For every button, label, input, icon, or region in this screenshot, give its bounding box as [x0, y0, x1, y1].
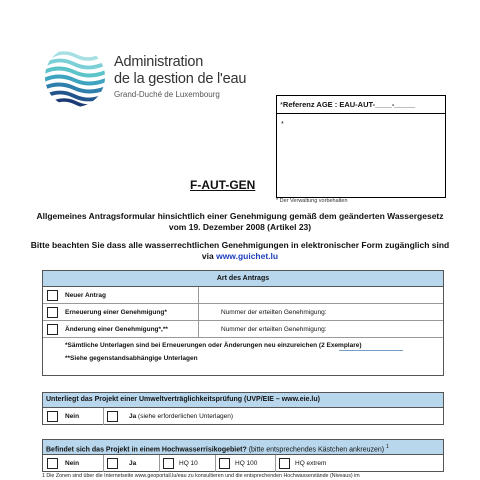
- wave-logo-icon: [44, 46, 106, 108]
- notice-body: Bitte beachten Sie dass alle wasserrechtlichen Genehmigungen in elektronischer Form zugänglich sind via: [30, 240, 450, 261]
- hq100-checkbox[interactable]: [219, 458, 230, 469]
- uvp-yes-hint: (siehe erforderlichen Unterlagen): [138, 413, 234, 420]
- reference-note: * Der Verwaltung vorbehalten: [276, 198, 348, 204]
- request-note-1: *Sämtliche Unterlagen sind bei Erneuerungen oder Änderungen neu einzureichen (2 Exemplare): [65, 342, 362, 349]
- reference-field-star[interactable]: *: [281, 121, 284, 128]
- hq100-label: HQ 100: [235, 460, 258, 467]
- uvp-yes-label: Ja: [129, 413, 137, 420]
- request-type-section: [42, 270, 444, 376]
- flood-section: [42, 439, 444, 472]
- flood-footnote-ref: 1: [386, 444, 389, 450]
- hq10-checkbox[interactable]: [163, 458, 174, 469]
- hq-extreme-label: HQ extrem: [295, 460, 327, 467]
- flood-instruction: (bitte entsprechendes Kästchen ankreuzen): [248, 446, 385, 454]
- uvp-yes-checkbox[interactable]: [107, 411, 118, 422]
- flood-no-checkbox[interactable]: [47, 458, 58, 469]
- uvp-no-label: Nein: [65, 413, 80, 420]
- notice-text: [30, 240, 450, 262]
- request-option-row: [43, 287, 443, 304]
- request-option-row: [43, 321, 443, 338]
- request-option-row: [43, 304, 443, 321]
- guichet-link[interactable]: www.guichet.lu: [216, 251, 279, 261]
- modification-label: Änderung einer Genehmigung*,**: [65, 326, 168, 333]
- uvp-section: [42, 392, 444, 425]
- reference-box: [276, 95, 446, 198]
- reference-star: *: [280, 100, 283, 109]
- reference-label: Referenz AGE : EAU-AUT-____-_____: [282, 100, 416, 109]
- reference-header: [277, 96, 445, 114]
- modification-number-label: Nummer der erteilten Genehmigung:: [221, 326, 327, 333]
- uvp-yes-text: [129, 413, 233, 420]
- renewal-label: Erneuerung einer Genehmigung*: [65, 309, 167, 316]
- request-type-header: Art des Antrags: [43, 271, 443, 287]
- new-request-label: Neuer Antrag: [65, 292, 106, 299]
- uvp-header: Unterliegt das Projekt einer Umweltverträglichkeitsprüfung (UVP/EIE – www.eie.lu): [43, 393, 443, 408]
- form-title: Allgemeines Antragsformular hinsichtlich einer Genehmigung gemäß dem geänderten Wassergesetz vom 19. Dezember 2008 (Artikel 23): [36, 211, 444, 232]
- request-note-2: **Siehe gegenstandsabhängige Unterlagen: [65, 355, 198, 362]
- hq-extreme-checkbox[interactable]: [279, 458, 290, 469]
- flood-yes-label: Ja: [129, 460, 137, 467]
- hq10-label: HQ 10: [179, 460, 198, 467]
- flood-header: [43, 440, 443, 455]
- org-country: Grand-Duché de Luxembourg: [114, 90, 220, 99]
- form-code: F-AUT-GEN: [190, 178, 256, 192]
- flood-no-label: Nein: [65, 460, 80, 467]
- flood-question: Befindet sich das Projekt in einem Hochwasserrisikogebiet?: [46, 446, 247, 454]
- new-request-checkbox[interactable]: [47, 290, 58, 301]
- org-name-line1: Administration: [114, 54, 204, 70]
- flood-yes-checkbox[interactable]: [107, 458, 118, 469]
- org-name-line2: de la gestion de l'eau: [114, 71, 247, 87]
- uvp-no-checkbox[interactable]: [47, 411, 58, 422]
- renewal-number-label: Nummer der erteilten Genehmigung:: [221, 309, 327, 316]
- footnote: 1 Die Zonen sind über die Internetseite www.geoportail.lu/eau zu konsultieren und die entsprechenden Hochwasserstände (Niveaus) im: [42, 473, 360, 479]
